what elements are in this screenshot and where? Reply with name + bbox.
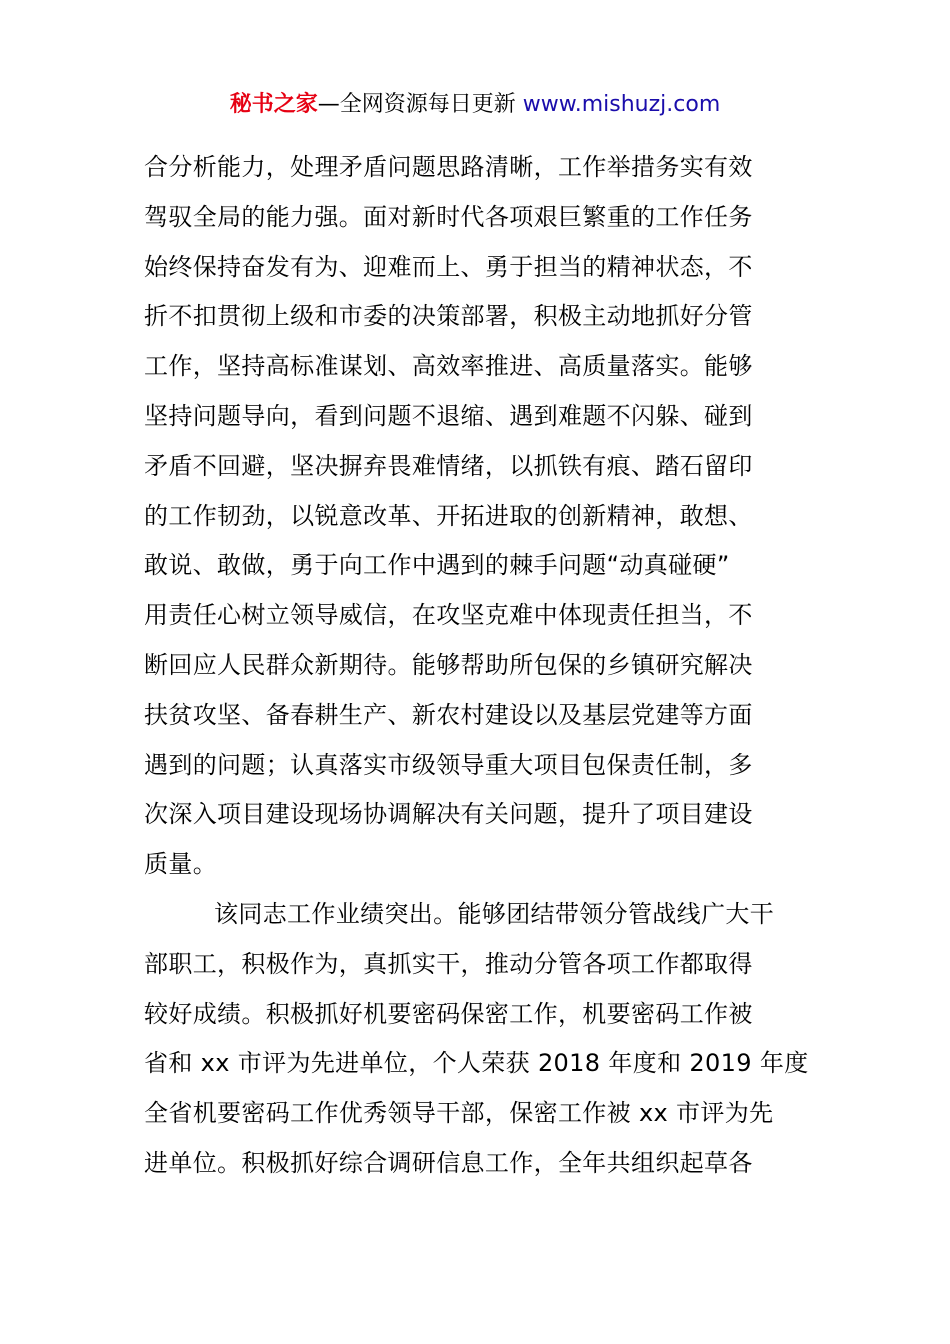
body-line: 扶贫攻坚、备春耕生产、新农村建设以及基层党建等方面 bbox=[144, 700, 753, 729]
body-line: 驾驭全局的能力强。面对新时代各项艰巨繁重的工作任务 bbox=[144, 202, 753, 231]
body-line: 遇到的问题；认真落实市级领导重大项目包保责任制，多 bbox=[144, 750, 753, 779]
body-line: 质量。 bbox=[144, 850, 218, 879]
body-line: 断回应人民群众新期待。能够帮助所包保的乡镇研究解决 bbox=[144, 650, 753, 679]
site-tagline: —全网资源每日更新 bbox=[317, 92, 523, 117]
body-line: 全省机要密码工作优秀领导干部，保密工作被 xx 市评为先 bbox=[144, 1099, 774, 1128]
body-line: 部职工，积极作为，真抓实干，推动分管各项工作都取得 bbox=[144, 949, 753, 978]
body-line: 矛盾不回避，坚决摒弃畏难情绪，以抓铁有痕、踏石留印 bbox=[144, 451, 753, 480]
body-line: 合分析能力，处理矛盾问题思路清晰，工作举措务实有效 bbox=[144, 153, 753, 181]
document-body bbox=[144, 143, 808, 1189]
page-header bbox=[0, 88, 950, 122]
site-url-link[interactable]: www.mishuzj.com bbox=[522, 92, 721, 117]
body-line: 坚持问题导向，看到问题不退缩、遇到难题不闪躲、碰到 bbox=[144, 401, 753, 430]
body-line: 较好成绩。积极抓好机要密码保密工作，机要密码工作被 bbox=[144, 999, 753, 1028]
body-line: 工作，坚持高标准谋划、高效率推进、高质量落实。能够 bbox=[144, 352, 753, 381]
body-line: 次深入项目建设现场协调解决有关问题，提升了项目建设 bbox=[144, 800, 753, 829]
body-line: 用责任心树立领导威信，在攻坚克难中体现责任担当，不 bbox=[144, 601, 753, 630]
body-line: 始终保持奋发有为、迎难而上、勇于担当的精神状态，不 bbox=[144, 252, 753, 281]
body-line: 省和 xx 市评为先进单位，个人荣获 2018 年度和 2019 年度 bbox=[144, 1049, 809, 1078]
body-line: 折不扣贯彻上级和市委的决策部署，积极主动地抓好分管 bbox=[144, 302, 753, 331]
body-line: 敢说、敢做，勇于向工作中遇到的棘手问题“动真碰硬” bbox=[144, 551, 730, 580]
site-brand: 秘书之家 bbox=[229, 92, 318, 117]
paragraph-start-line: 该同志工作业绩突出。能够团结带领分管战线广大干 bbox=[214, 899, 775, 928]
body-line: 进单位。积极抓好综合调研信息工作，全年共组织起草各 bbox=[144, 1148, 753, 1177]
body-line: 的工作韧劲，以锐意改革、开拓进取的创新精神，敢想、 bbox=[144, 501, 753, 530]
